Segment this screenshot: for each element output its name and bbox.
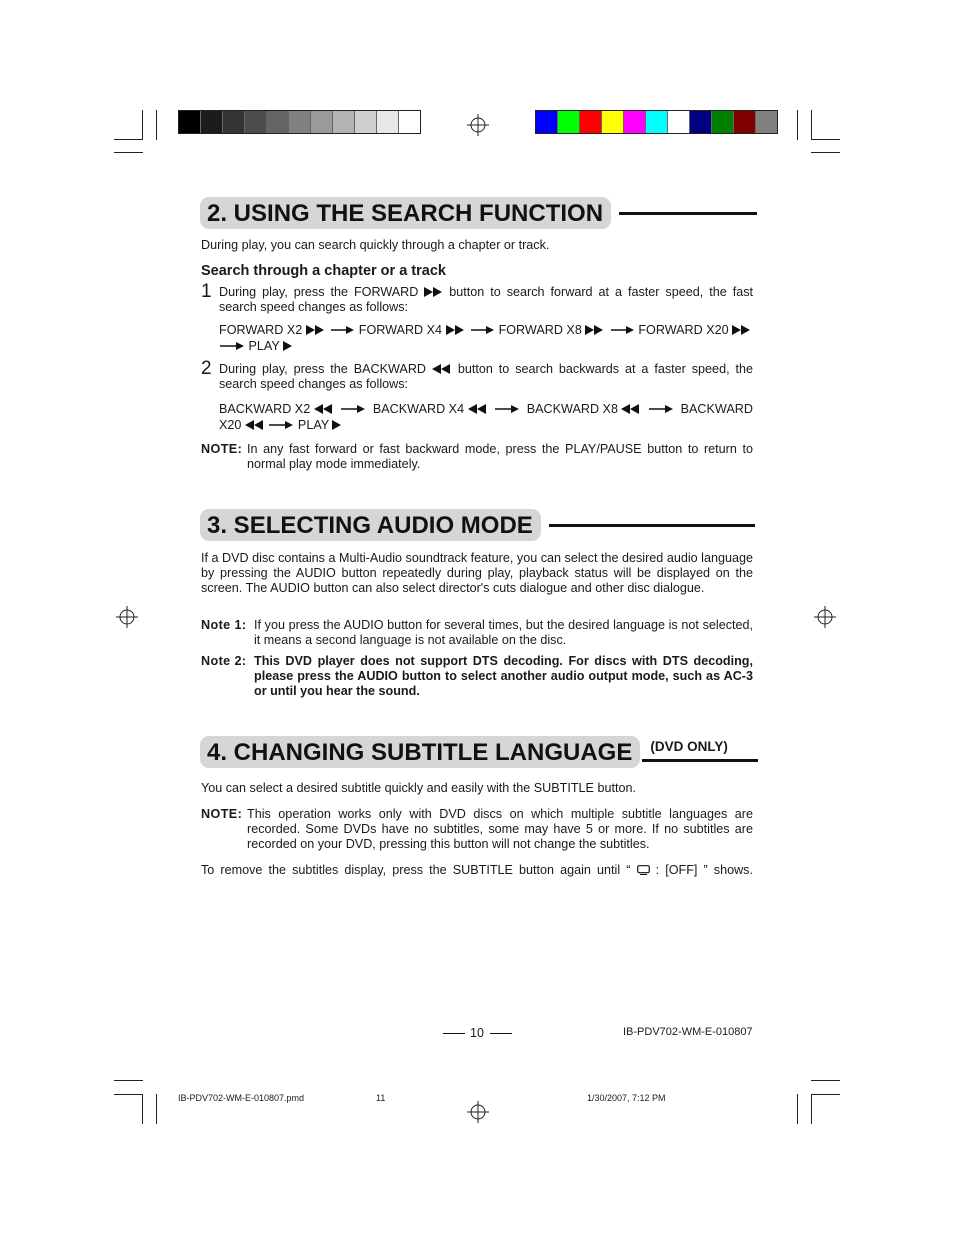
arrow-right-icon xyxy=(469,325,495,335)
arrow-right-icon xyxy=(268,420,294,430)
bwd-play: PLAY xyxy=(297,418,329,432)
color-swatch-4 xyxy=(602,111,624,133)
color-swatch-7 xyxy=(668,111,690,133)
note-2-text: This DVD player does not support DTS decoding. For discs with DTS decoding, please press the AUDIO button to select another audio output mode, such as AC-3 or until you hear the sound. xyxy=(254,654,753,698)
heading-rule xyxy=(642,759,758,762)
gray-swatch-8 xyxy=(333,111,355,133)
arrow-right-icon xyxy=(648,404,674,414)
fwd-play: PLAY xyxy=(248,339,280,353)
bwd-x2: BACKWARD X2 xyxy=(219,402,311,416)
registration-mark-icon xyxy=(814,606,836,628)
note-2-label: Note 2: xyxy=(201,654,247,668)
section-2-intro: During play, you can search quickly through a chapter or track. xyxy=(201,238,550,252)
play-icon xyxy=(283,341,294,351)
remove-subtitles-text: To remove the subtitles display, press the SUBTITLE button again until “ : [OFF] ” shows. xyxy=(201,863,753,877)
section-3-title: 3. SELECTING AUDIO MODE xyxy=(200,509,541,541)
page-number: 10 xyxy=(443,1026,512,1040)
fast-forward-icon xyxy=(446,325,466,335)
arrow-right-icon xyxy=(494,404,520,414)
file-name: IB-PDV702-WM-E-010807.pmd xyxy=(178,1093,305,1103)
section-3-heading xyxy=(200,509,755,541)
section-4-title: 4. CHANGING SUBTITLE LANGUAGE xyxy=(200,736,640,768)
dvd-only-tag: (DVD ONLY) xyxy=(650,738,728,754)
fwd-x20: FORWARD X20 xyxy=(638,323,729,337)
fast-forward-icon xyxy=(306,325,326,335)
registration-mark-icon xyxy=(116,606,138,628)
fast-backward-icon xyxy=(314,404,334,414)
gray-swatch-10 xyxy=(377,111,399,133)
gray-swatch-2 xyxy=(201,111,223,133)
section-2-heading xyxy=(200,197,757,229)
step-2-text: During play, press the BACKWARD button to search backwards at a faster speed, the search speed changes as follows: xyxy=(219,362,753,391)
arrow-right-icon xyxy=(219,341,245,351)
color-swatch-11 xyxy=(756,111,777,133)
heading-rule xyxy=(619,212,757,215)
fwd-x2: FORWARD X2 xyxy=(219,323,303,337)
process-color-bar xyxy=(535,110,778,134)
color-swatch-1 xyxy=(536,111,558,133)
fast-forward-icon xyxy=(585,325,605,335)
timestamp: 1/30/2007, 7:12 PM xyxy=(587,1093,666,1103)
gray-swatch-11 xyxy=(399,111,420,133)
fast-backward-icon xyxy=(621,404,641,414)
color-swatch-5 xyxy=(624,111,646,133)
heading-rule xyxy=(549,524,755,527)
search-subheading: Search through a chapter or a track xyxy=(201,263,446,279)
file-page: 11 xyxy=(376,1093,386,1103)
section-4-note-label: NOTE: xyxy=(201,807,243,821)
registration-mark-icon xyxy=(467,1101,489,1123)
backward-sequence xyxy=(219,401,753,433)
color-swatch-6 xyxy=(646,111,668,133)
color-swatch-2 xyxy=(558,111,580,133)
bwd-x8: BACKWARD X8 xyxy=(526,402,618,416)
color-swatch-8 xyxy=(690,111,712,133)
fast-backward-icon xyxy=(245,420,265,430)
doc-code: IB-PDV702-WM-E-010807 xyxy=(623,1026,753,1038)
step-2-number: 2 xyxy=(201,358,212,379)
section-2-note: In any fast forward or fast backward mode, press the PLAY/PAUSE button to return to normal play mode immediately. xyxy=(247,442,753,471)
section-3-intro: If a DVD disc contains a Multi-Audio soundtrack feature, you can select the desired audio language by pressing the AUDIO button repeatedly during play, playback status will be displayed on the screen. The AUDIO button can also select director's cuts dialogue and other disc dialogue. xyxy=(201,551,753,595)
bwd-x20: X20 xyxy=(219,418,242,432)
fast-backward-icon xyxy=(468,404,488,414)
gray-swatch-7 xyxy=(311,111,333,133)
bwd-x20-prefix: BACKWARD xyxy=(680,402,753,416)
arrow-right-icon xyxy=(609,325,635,335)
gray-swatch-1 xyxy=(179,111,201,133)
grayscale-color-bar xyxy=(178,110,421,134)
section-4-intro: You can select a desired subtitle quickly and easily with the SUBTITLE button. xyxy=(201,781,636,795)
note-1-label: Note 1: xyxy=(201,618,247,632)
color-swatch-10 xyxy=(734,111,756,133)
step-1-number: 1 xyxy=(201,281,212,302)
color-swatch-9 xyxy=(712,111,734,133)
note-1-text: If you press the AUDIO button for several times, but the desired language is not selected, it means a second language is not available on the disc. xyxy=(254,618,753,647)
gray-swatch-5 xyxy=(267,111,289,133)
gray-swatch-6 xyxy=(289,111,311,133)
fast-backward-icon xyxy=(432,364,452,374)
fwd-x8: FORWARD X8 xyxy=(498,323,582,337)
forward-sequence xyxy=(219,322,753,354)
play-icon xyxy=(332,420,343,430)
gray-swatch-4 xyxy=(245,111,267,133)
registration-mark-icon xyxy=(467,114,489,136)
fast-forward-icon xyxy=(424,287,443,297)
section-4-heading xyxy=(200,736,758,768)
gray-swatch-3 xyxy=(223,111,245,133)
bwd-x4: BACKWARD X4 xyxy=(372,402,465,416)
section-2-title: 2. USING THE SEARCH FUNCTION xyxy=(200,197,611,229)
color-swatch-3 xyxy=(580,111,602,133)
arrow-right-icon xyxy=(329,325,355,335)
step-1-text: During play, press the FORWARD button to search forward at a faster speed, the fast search speed changes as follows: xyxy=(219,285,753,314)
fast-forward-icon xyxy=(732,325,752,335)
dvd-only-tag-wrap xyxy=(642,737,758,768)
section-4-note: This operation works only with DVD discs on which multiple subtitle languages are recorded. Some DVDs have no subtitles, some may have 5 or more. If no subtitles are recorded on your DVD, pressing this button will not change the subtitles. xyxy=(247,807,753,851)
subtitle-icon xyxy=(637,865,650,875)
fwd-x4: FORWARD X4 xyxy=(358,323,443,337)
arrow-right-icon xyxy=(340,404,366,414)
gray-swatch-9 xyxy=(355,111,377,133)
section-2-note-label: NOTE: xyxy=(201,442,243,456)
